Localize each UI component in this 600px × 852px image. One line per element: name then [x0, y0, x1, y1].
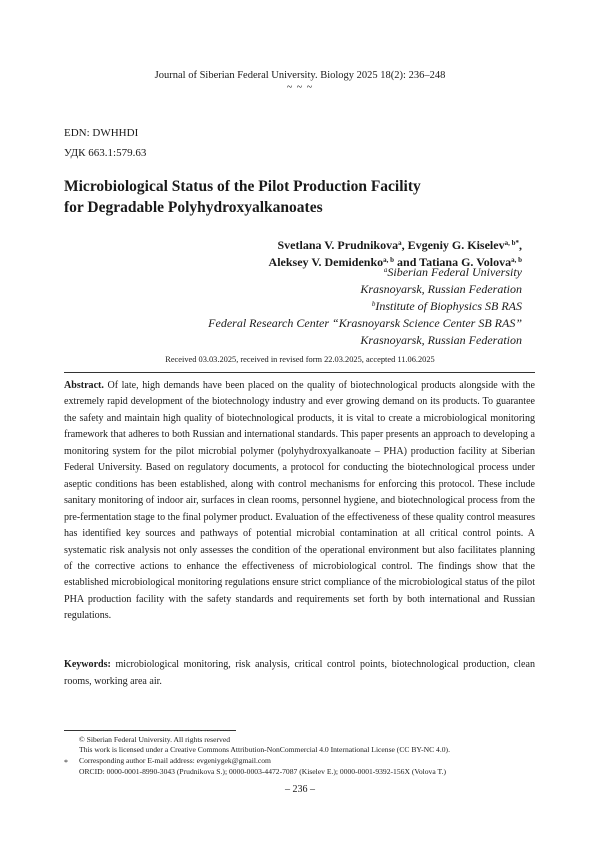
author-sup: a, b — [383, 256, 395, 264]
author-separator: , — [401, 238, 408, 252]
abstract — [64, 378, 535, 625]
author-line-1 — [62, 237, 522, 254]
journal-header: Journal of Siberian Federal University. Biology 2025 18(2): 236–248 — [154, 70, 446, 81]
author-separator: , — [519, 238, 522, 252]
keywords-text: microbiological monitoring, risk analysis, critical control points, biotechnological production, clean rooms, working area air. — [64, 659, 535, 687]
article-title — [64, 176, 534, 218]
affiliation-line — [62, 315, 522, 332]
author-name: Evgeniy G. Kiselev — [407, 238, 505, 252]
author-name: Svetlana V. Prudnikova — [277, 238, 399, 252]
affiliation-sup: b — [371, 300, 376, 308]
udk-code: УДК 663.1:579.63 — [64, 147, 147, 159]
orcid-note: ORCID: 0000-0001-8990-3043 (Prudnikova S.); 0000-0003-4472-7087 (Kiselev E.); 0000-0001-9392-156X (Volova T.) — [79, 767, 446, 776]
keywords — [64, 657, 535, 690]
affiliation-text: Federal Research Center “Krasnoyarsk Science Center SB RAS” — [208, 316, 522, 330]
author-sup: a, b — [511, 256, 522, 264]
page-number: – 236 – — [285, 784, 315, 795]
affiliations — [62, 264, 522, 349]
keywords-label: Keywords: — [64, 659, 111, 670]
title-line-2: for Degradable Polyhydroxyalkanoates — [64, 199, 323, 216]
affiliation-text: Siberian Federal University — [387, 265, 522, 279]
affiliation-line — [62, 332, 522, 349]
affiliation-text: Krasnoyarsk, Russian Federation — [360, 282, 522, 296]
abstract-divider — [64, 372, 535, 373]
author-sup: a, b* — [504, 239, 519, 247]
license-note: This work is licensed under a Creative Commons Attribution-NonCommercial 4.0 International License (CC BY-NC 4.0). — [79, 745, 450, 754]
affiliation-text: Krasnoyarsk, Russian Federation — [360, 333, 522, 347]
affiliation-line — [62, 264, 522, 281]
author-name: Tatiana G. Volova — [419, 255, 512, 269]
author-separator: and — [394, 255, 420, 269]
corresponding-note: Corresponding author E-mail address: evgeniygek@gmail.com — [79, 756, 271, 765]
edn-code: EDN: DWHHDI — [64, 127, 139, 139]
affiliation-text: Institute of Biophysics SB RAS — [375, 299, 522, 313]
received-dates: Received 03.03.2025, received in revised form 22.03.2025, accepted 11.06.2025 — [165, 355, 435, 364]
footnote-divider — [64, 730, 236, 731]
title-line-1: Microbiological Status of the Pilot Production Facility — [64, 178, 421, 195]
affiliation-sup: a — [383, 266, 388, 274]
copyright-note: © Siberian Federal University. All rights reserved — [79, 735, 230, 744]
corresponding-star: * — [64, 758, 68, 767]
abstract-label: Abstract. — [64, 380, 104, 391]
header-ornament: ~ ~ ~ — [286, 82, 314, 93]
affiliation-line — [62, 281, 522, 298]
author-sup: a — [398, 239, 402, 247]
affiliation-line — [62, 298, 522, 315]
abstract-text: Of late, high demands have been placed on the quality of biotechnological products alongside with the extremely rapid development of the biotechnology industry and ever growing demand on its products. To guarantee the safety and maintain high quality of biotechnological products, it is vital to create a microbiological monitoring framework that adheres to both Russian and international standards. This paper presents an approach to developing a monitoring system for the pilot microbial polymer (polyhydroxyalkanoate – PHA) production facility at Siberian Federal University. Based on regulatory documents, a protocol for conducting the biotechnological process under aseptic conditions has been established, along with control mechanisms for enforcing this protocol. These include sanitary monitoring of indoor air, surfaces in clean rooms, personnel hygiene, and biotechnological process from the pre-fermentation stage to the final polymer product. Evaluation of the effectiveness of these quality control measures has identified key sources and pathways of potential microbial contamination at all critical control points. A systematic risk analysis not only assesses the condition of the operational environment but also facilitates planning of the corrective actions to enhance the effectiveness of microbiological control. The findings show that the established microbiological monitoring regulations ensure strict compliance of the microbiological status of the pilot PHA production facility with the safety standards and requirements set forth by both international and Russian regulations. — [64, 380, 535, 622]
author-name: Aleksey V. Demidenko — [268, 255, 384, 269]
